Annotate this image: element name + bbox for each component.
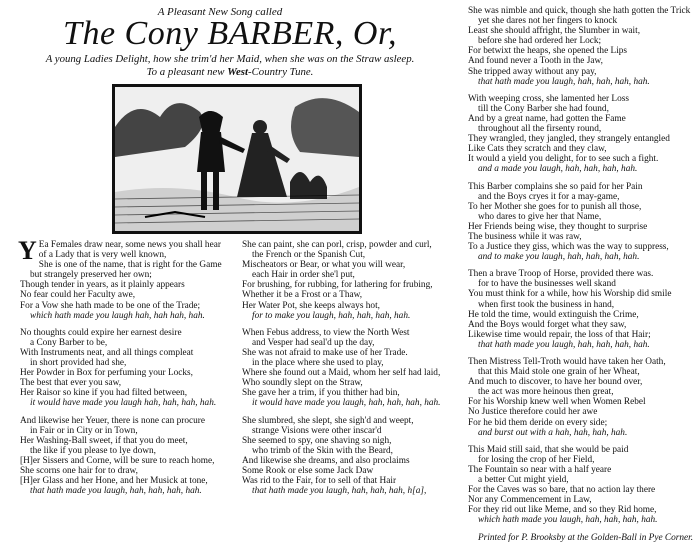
- verse-line: No thoughts could expire her earnest desire: [20, 327, 182, 338]
- tune-name: West: [227, 66, 248, 78]
- verse-line: When Febus address, to view the North West: [242, 327, 410, 338]
- verse-line: throughout all the firsenty round,: [478, 124, 602, 135]
- verse-line: that this Maid stole one grain of her Wheat,: [478, 367, 640, 378]
- verse-line: a Cony Barber to be,: [30, 337, 108, 348]
- verse-line: She scorns one hair for to draw,: [20, 465, 138, 476]
- verse-line: With Instruments neat, and all things compleat: [20, 347, 194, 358]
- verse-line: Whether it be a Frost or a Thaw,: [242, 290, 363, 301]
- refrain-line: and to make you laugh, hah, hah, hah, hah.: [478, 252, 640, 263]
- stanza-8: [468, 94, 690, 175]
- verse-line: No Justice therefore could her awe: [468, 407, 598, 418]
- verse-line: the like if you please to lye down,: [30, 445, 156, 456]
- stanza-7: [468, 6, 690, 87]
- verse-line: He told the time, would extinguish the Crime,: [468, 309, 639, 320]
- verse-line: when first took the business in hand,: [478, 299, 615, 310]
- verse-line: No fear could her Faculty awe,: [20, 290, 136, 301]
- verse-line: who trimb of the Skin with the Beard,: [252, 445, 393, 456]
- ballad-description: A young Ladies Delight, how she trim'd her Maid, when she was on the Straw asleep.: [45, 53, 415, 65]
- stanza-4: [242, 240, 457, 321]
- verse-line: [H]er Sissers and Corne, will be sure to reach home,: [20, 455, 215, 466]
- stanza-2: [20, 328, 235, 409]
- verse-line: And found never a Tooth in the Jaw,: [468, 56, 603, 67]
- tune-suffix: -Country Tune.: [248, 66, 314, 78]
- verse-line: She was nimble and quick, though she hath gotten the Trick: [468, 6, 691, 16]
- verse-line: strange Visions were other inscar'd: [252, 425, 382, 436]
- verse-line: who dares to give her that Name,: [478, 211, 602, 222]
- verse-line: the French or the Spanish Cut,: [252, 250, 366, 261]
- verse-line: She can paint, she can porl, crisp, powder and curl,: [242, 240, 432, 250]
- verse-line: Ea Females draw near, some news you shall hear: [38, 240, 221, 250]
- verse-line: Some Rook or else some Jack Daw: [242, 465, 374, 476]
- verse-line: For he bid them deride on every side;: [468, 417, 608, 428]
- verse-line: but strangely preserved her own;: [30, 270, 152, 281]
- verse-line: Was rid to the Fair, for to sell of that Hair: [242, 476, 397, 487]
- refrain-line: for to make you laugh, hah, hah, hah, hah.: [252, 310, 411, 321]
- verse-line: Her Powder in Box for perfuming your Locks,: [20, 368, 193, 379]
- verse-line: For his Worship knew well when Women Rebel: [468, 397, 646, 408]
- verse-line: the act was more heinous then great,: [478, 387, 614, 398]
- verse-line: each Hair in order she'l put,: [252, 270, 355, 281]
- refrain-line: which hath made you laugh, hah, hah, hah, hah.: [478, 515, 658, 526]
- verse-line: Likewise time would repair, the loss of that Hair;: [468, 329, 651, 340]
- verse-line: in Fair or in City or in Town,: [30, 425, 138, 436]
- stanza-3: [20, 416, 235, 497]
- verse-line: in the place where she used to play,: [252, 358, 384, 369]
- verse-line: The Fountain so near with a half yeare: [468, 464, 612, 475]
- verse-line: Like Cats they scratch and they claw,: [468, 144, 607, 155]
- refrain-line: it would have made you laugh, hah, hah, hah, hah.: [252, 398, 441, 409]
- verse-line: For betwixt the heaps, she opened the Lips: [468, 46, 628, 57]
- drop-cap: Y: [18, 236, 37, 265]
- verse-line: of a Lady that is very well known,: [38, 250, 167, 261]
- refrain-line: it would have made you laugh hah, hah, hah, hah.: [30, 398, 217, 409]
- verse-line: for to have the businesses well skand: [478, 279, 616, 290]
- verse-line: Least she should affright, the Slumber in wait,: [468, 26, 641, 37]
- verse-line: She seemed to spy, one shaving so nigh,: [242, 435, 392, 446]
- refrain-line: which hath made you laugh hah, hah hah, hah.: [30, 310, 205, 321]
- verse-line: Who soundly slept on the Straw,: [242, 378, 363, 389]
- verse-line: And much to discover, to have her bound over,: [468, 377, 643, 388]
- verse-line: To a Justice they giss, which was the way to suppress,: [468, 242, 669, 253]
- verse-line: She was not afraid to make use of her Trade.: [242, 347, 408, 358]
- stanza-5: [242, 328, 457, 409]
- refrain-line: and burst out with a hah, hah, hah, hah.: [478, 427, 628, 438]
- verse-line: It would a yield you delight, for to see such a fight.: [468, 154, 659, 165]
- verse-line: And likewise she dreams, and also proclaims: [242, 455, 410, 466]
- verse-line: a better Cut might yield,: [478, 475, 569, 486]
- verse-line: Her Washing-Ball sweet, if that you do meet,: [20, 435, 188, 446]
- verse-line: and Vesper had seal'd up the day,: [252, 337, 375, 348]
- stanza-12: [468, 445, 690, 526]
- verse-line: And likewise her Yeuer, there is none can procure: [20, 415, 205, 426]
- verse-line: Her Friends being wise, they thought to surprise: [468, 221, 648, 232]
- verse-line: Though tender in years, as it plainly appears: [20, 280, 185, 291]
- verse-line: Where she found out a Maid, whom her self had laid,: [242, 368, 441, 379]
- verse-line: Her Raisor so kine if you had filted between,: [20, 388, 188, 399]
- refrain-line: that hath made you laugh, hah, hah, hah, hah.: [30, 486, 202, 497]
- verse-line: With weeping cross, she lamented her Loss: [468, 93, 629, 104]
- refrain-line: that hath made you laugh, hah, hah, hah, h[a],: [252, 486, 427, 497]
- verse-line: The best that ever you saw,: [20, 378, 122, 389]
- verse-line: yet she dares not her fingers to knock: [478, 16, 618, 27]
- printer-imprint: Printed for P. Brooksby at the Golden-Ball in Pye Corner.: [478, 532, 694, 543]
- verse-line: For the Caves was so bare, that no action lay there: [468, 485, 656, 496]
- verse-line: in short provided had she,: [30, 358, 127, 369]
- verse-line: Then Mistress Tell-Troth would have taken her Oath,: [468, 357, 666, 367]
- verse-line: She gave her a trim, if you thither had bin,: [242, 388, 400, 399]
- verse-line: till the Cony Barber she had found,: [478, 103, 609, 114]
- column-1: [18, 236, 235, 503]
- verse-line: This Barber complains she so paid for her Pain: [468, 181, 643, 192]
- verse-line: before she had ordered her Lock;: [478, 36, 602, 47]
- stanza-10: [468, 269, 690, 350]
- stanza-6: [242, 416, 457, 497]
- ballad-title: The Cony BARBER, Or,: [63, 15, 397, 52]
- ballad-subtitle: A Pleasant New Song called: [157, 6, 283, 18]
- stanza-1: [18, 236, 235, 321]
- verse-line: They wrangled, they jangled, they strangely entangled: [468, 134, 670, 145]
- tune-prefix: To a pleasant new: [146, 66, 228, 78]
- verse-line: And the Boys would forget what they saw,: [468, 319, 627, 330]
- stanza-9: [468, 182, 690, 263]
- verse-line: Then a brave Troop of Horse, provided there was.: [468, 269, 654, 280]
- verse-line: [H]er Glass and her Hone, and her Musick at tone,: [20, 476, 208, 487]
- verse-line: and the Boys cryes it for a may-game,: [478, 191, 620, 202]
- verse-line: Her Water Pot, she keeps always hot,: [242, 300, 380, 311]
- verse-line: You must think for a while, how his Worship did smile: [468, 289, 672, 300]
- verse-line: for losing the crop of her Field,: [478, 454, 595, 465]
- verse-line: Mischeators or Bear, or what you will wear,: [242, 260, 406, 271]
- woodcut-illustration-icon: [112, 84, 362, 234]
- verse-line: She tripped away without any pay,: [468, 66, 597, 77]
- verse-line: The business while it was raw,: [468, 231, 582, 242]
- verse-line: For a Vow she hath made to be one of the Trade;: [20, 300, 201, 311]
- verse-line: To her Mother she goes for to punish all those,: [468, 201, 642, 212]
- column-3: [468, 6, 694, 543]
- column-2: [242, 240, 457, 503]
- verse-line: This Maid still said, that she would be paid: [468, 444, 629, 455]
- verse-line: And by a great name, had gotten the Fame: [468, 113, 626, 124]
- refrain-line: that hath made you laugh, hah, hah, hah, hah.: [478, 339, 650, 350]
- verse-line: For they rid out like Meme, and so they Rid home,: [468, 505, 657, 516]
- verse-line: For brushing, for rubbing, for lathering for frubing,: [242, 280, 433, 291]
- verse-line: She is one of the name, that is right for the Game: [38, 260, 222, 271]
- ballad-tune: [20, 67, 440, 78]
- verse-line: She slumbred, she slept, she sigh'd and weept,: [242, 415, 414, 426]
- refrain-line: that hath made you laugh, hah, hah, hah, hah.: [478, 76, 650, 87]
- verse-line: Nor any Commencement in Law,: [468, 495, 592, 506]
- stanza-11: [468, 357, 690, 438]
- refrain-line: and a made you laugh, hah, hah, hah, hah.: [478, 164, 638, 175]
